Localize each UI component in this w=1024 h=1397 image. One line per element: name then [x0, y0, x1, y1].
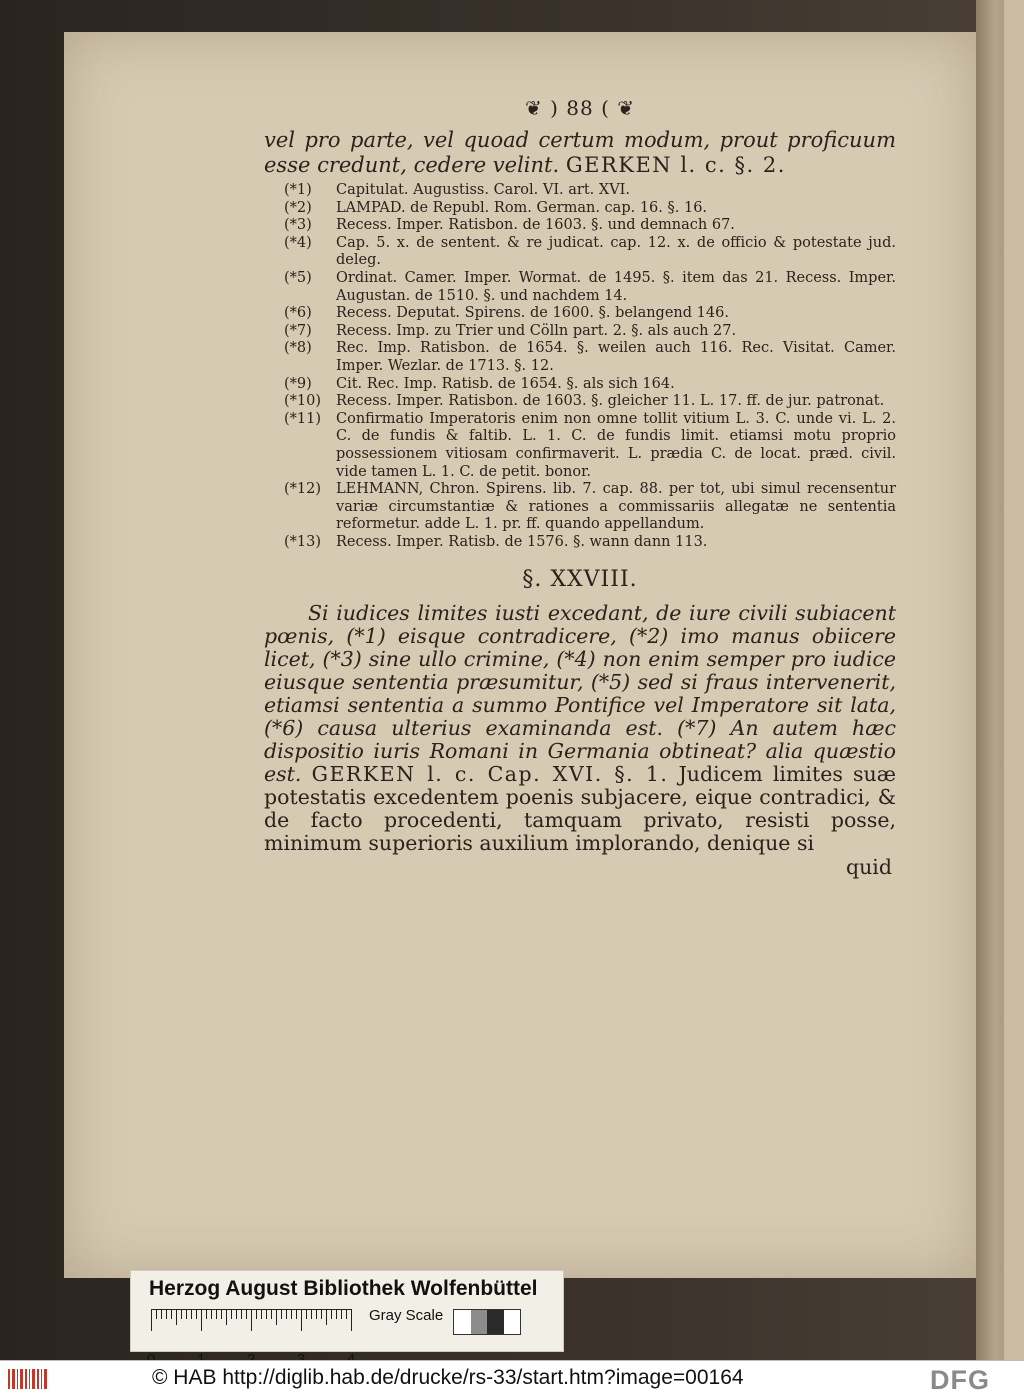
ruler-scale: [151, 1309, 351, 1335]
footnote-text: LEHMANN, Chron. Spirens. lib. 7. cap. 88. per tot, ubi simul recensentur variæ circumstantiæ & rationes a commissariis allegatæ ne sententia reformetur. adde L. 1. pr. ff. quando appellandum.: [336, 481, 896, 533]
footnote-text: Recess. Imper. Ratisbon. de 1603. §. und demnach 67.: [336, 217, 735, 234]
gray-patch: [454, 1310, 471, 1334]
section-title: §. XXVIII.: [522, 567, 638, 593]
gray-scale-label: Gray Scale: [369, 1307, 444, 1324]
footnote: [264, 376, 896, 394]
footnote: [264, 182, 896, 200]
footnote: [264, 411, 896, 481]
footnote-mark: (*3): [284, 217, 312, 234]
footnote-text: Ordinat. Camer. Imper. Wormat. de 1495. §. item das 21. Recess. Imper. Augustan. de 1510. §. und nachdem 14.: [336, 269, 896, 304]
dfg-logo: DFG: [930, 1365, 990, 1395]
footnotes: [264, 182, 896, 551]
body-italic-text: Si iudices limites iusti excedant, de iure civili subiacent pœnis, (*1) eisque contradicere, (*2) imo manus obiicere licet, (*3) sine ullo crimine, (*4) non enim semper pro iudice eiusque sententia præsumitur, (*5) sed si fraus intervenerit, etiamsi sententia a summo Pontifice vel Imperatore sit lata, (*6) causa ulterius examinanda est. (*7) An autem hæc dispositio iuris Romani in Germania obtineat? alia quæstio est.: [264, 601, 896, 787]
footnote: [264, 340, 896, 375]
card-title: Herzog August Bibliothek Wolfenbüttel: [149, 1277, 538, 1300]
footnote-text: Recess. Imp. zu Trier und Cölln part. 2. §. als auch 27.: [336, 322, 737, 339]
catchword: quid: [845, 855, 892, 880]
next-page-edge-light: [1004, 0, 1024, 1360]
footnote-mark: (*12): [284, 481, 322, 498]
footnote-mark: (*11): [284, 410, 322, 427]
footnote: [264, 305, 896, 323]
viewer-footer: [0, 1360, 1024, 1397]
footnote-text: LAMPAD. de Republ. Rom. German. cap. 16. §. 16.: [336, 199, 708, 216]
footnote-mark: (*2): [284, 199, 312, 216]
lead-paragraph: [264, 128, 896, 178]
footnote-mark: (*4): [284, 234, 312, 251]
footnote-mark: (*10): [284, 393, 322, 410]
footnote-text: Capitulat. Augustiss. Carol. VI. art. XVI.: [336, 182, 631, 198]
footnote-mark: (*6): [284, 305, 312, 322]
footnote: [264, 534, 896, 552]
gray-patch: [471, 1310, 488, 1334]
gray-scale-bar: [453, 1309, 521, 1335]
footnote: [264, 200, 896, 218]
footnote-mark: (*7): [284, 322, 312, 339]
footer-copyright-link[interactable]: © HAB http://diglib.hab.de/drucke/rs-33/start.htm?image=00164: [152, 1366, 744, 1389]
footnote-mark: (*5): [284, 269, 312, 286]
footnote: [264, 217, 896, 235]
lead-reference: GERKEN l. c. §. 2.: [565, 153, 786, 177]
footnote-text: Recess. Imper. Ratisbon. de 1603. §. gleicher 11. L. 17. ff. de jur. patronat.: [336, 393, 885, 410]
book-page: [64, 32, 976, 1278]
footnote: [264, 323, 896, 341]
page-text-block: [264, 96, 896, 879]
footnote-mark: (*13): [284, 533, 322, 550]
body-reference: GERKEN l. c. Cap. XVI. §. 1.: [311, 762, 669, 787]
gray-patch: [504, 1310, 521, 1334]
footnote-mark: (*9): [284, 375, 312, 392]
body-paragraph: [264, 602, 896, 855]
footnote-text: Confirmatio Imperatoris enim non omne tollit vitium L. 3. C. unde vi. L. 2. C. de fundis & faltib. L. 1. C. de fundis limit. etiamsi motu proprio possessionem vitiosam confirmaverit. L. prædia C. de locat. præd. civil. vide tamen L. 1. C. de petit. bonor.: [336, 410, 896, 480]
footnote-text: Cit. Rec. Imp. Ratisb. de 1654. §. als sich 164.: [336, 375, 675, 392]
body-roman-text: Judicem limites suæ potestatis excedentem poenis subjacere, eique contradici, & de facto procedenti, tamquam privato, resisti posse, minimum superioris auxilium implorando, denique si: [264, 762, 896, 856]
footnote-text: Recess. Imper. Ratisb. de 1576. §. wann dann 113.: [336, 533, 708, 550]
footnote: [264, 235, 896, 270]
lead-italic-text: vel pro parte, vel quoad certum modum, prout proficuum esse credunt, cedere velint.: [264, 128, 896, 177]
footnote-mark: (*1): [284, 182, 312, 198]
footnote: [264, 393, 896, 411]
page-header: ❦ ) 88 ( ❦: [525, 96, 635, 120]
footnote-text: Cap. 5. x. de sentent. & re judicat. cap. 12. x. de officio & potestate jud. deleg.: [336, 234, 896, 269]
color-calibration-card: [130, 1270, 564, 1352]
footnote-text: Rec. Imp. Ratisbon. de 1654. §. weilen auch 116. Rec. Visitat. Camer. Imper. Wezlar. de 1713. §. 12.: [336, 340, 896, 374]
gray-patch: [487, 1310, 504, 1334]
footnote: [264, 481, 896, 534]
footnote: [264, 270, 896, 305]
footnote-mark: (*8): [284, 340, 312, 357]
barcode-icon: [8, 1367, 48, 1391]
footnote-text: Recess. Deputat. Spirens. de 1600. §. belangend 146.: [336, 305, 729, 322]
